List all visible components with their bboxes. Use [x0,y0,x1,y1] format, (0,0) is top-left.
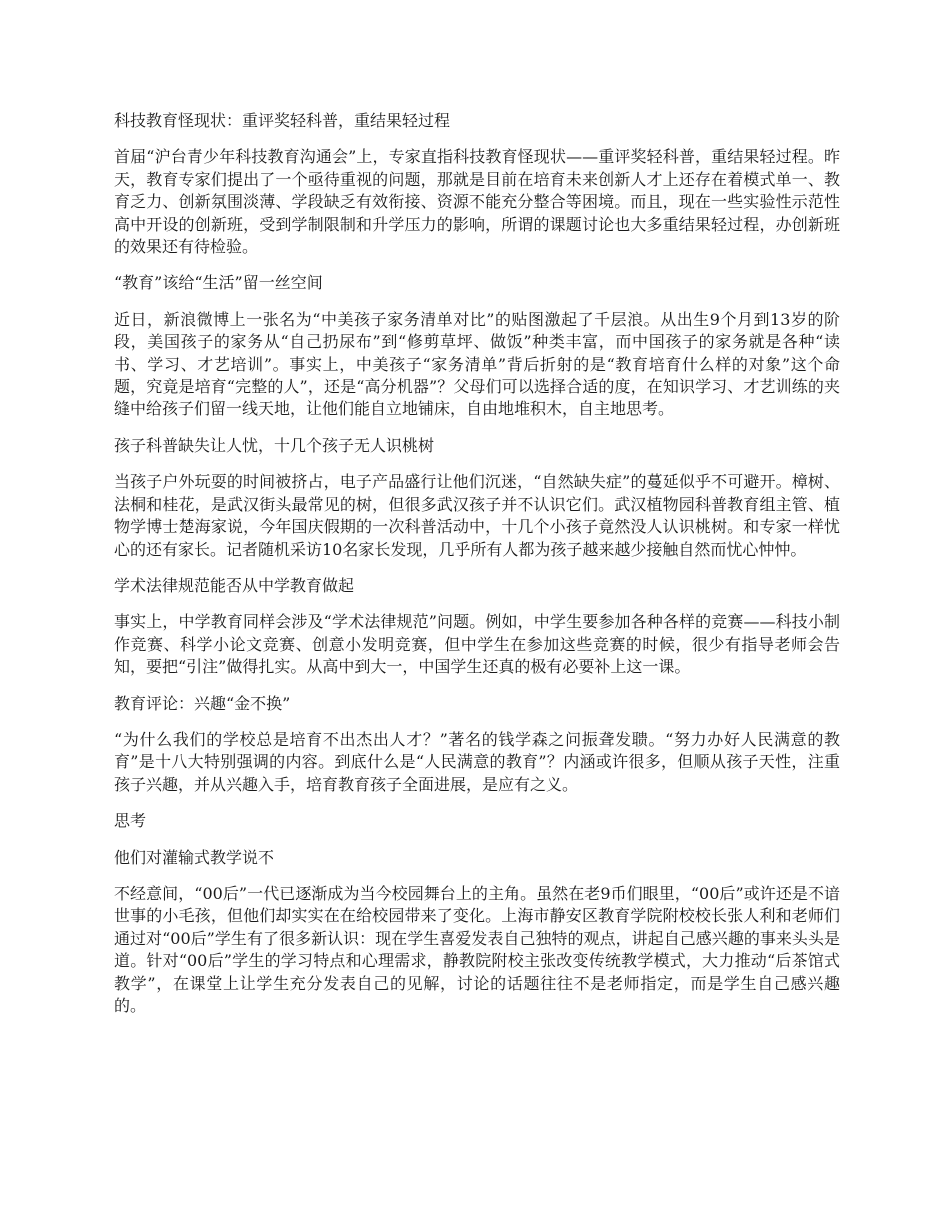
section-heading-science-popularization: 孩子科普缺失让人忧，十几个孩子无人识桃树 [114,435,435,455]
paragraph-education-life: 近日，新浪微博上一张名为“中美孩子家务清单对比”的贴图激起了千层浪。从出生9个月到13岁的阶段，美国孩子的家务从“自己扔尿布”到“修剪草坪、做饭”种类丰富，而中国孩子的家务就是各种“读书、学习、才艺培训”。事实上，中美孩子“家务清单”背后折射的是“教育培育什么样的对象”这个命题，究竟是培育“完整的人”，还是“高分机器”？父母们可以选择合适的度，在知识学习、才艺训练的夹缝中给孩子们留一线天地，让他们能自立地铺床，自由地堆积木，自主地思考。 [114,309,840,419]
section-heading-education-commentary: 教育评论：兴趣“金不换” [114,693,291,713]
paragraph-tech-education: 首届“沪台青少年科技教育沟通会”上，专家直指科技教育怪现状——重评奖轻科普，重结果轻过程。昨天，教育专家们提出了一个亟待重视的问题，那就是目前在培育未来创新人才上还存在着模式单一、教育乏力、创新氛围淡薄、学段缺乏有效衔接、资源不能充分整合等困境。而且，现在一些实验性示范性高中开设的创新班，受到学制限制和升学压力的影响，所谓的课题讨论也大多重结果轻过程，办创新班的效果还有待检验。 [114,147,840,257]
paragraph-science-popularization: 当孩子户外玩耍的时间被挤占，电子产品盛行让他们沉迷，“自然缺失症”的蔓延似乎不可避开。樟树、法桐和桂花，是武汉街头最常见的树，但很多武汉孩子并不认识它们。武汉植物园科普教育组主管、植物学博士楚海家说，今年国庆假期的一次科普活动中，十几个小孩子竟然没人认识桃树。和专家一样忧心的还有家长。记者随机采访10名家长发现，几乎所有人都为孩子越来越少接触自然而忧心忡忡。 [114,472,840,559]
document-page [114,110,840,1031]
section-heading-academic-norms: 学术法律规范能否从中学教育做起 [114,575,355,595]
section-heading-thinking: 思考 [114,811,147,831]
section-heading-no-cramming: 他们对灌输式教学说不 [114,847,275,867]
section-heading-education-life: “教育”该给“生活”留一丝空间 [114,273,323,293]
paragraph-no-cramming: 不经意间，“00后”一代已逐渐成为当今校园舞台上的主角。虽然在老9币们眼里，“00后”或许还是不谙世事的小毛孩，但他们却实实在在给校园带来了变化。上海市静安区教育学院附校校长张人利和老师们通过对“00后”学生有了很多新认识：现在学生喜爱发表自己独特的观点，讲起自己感兴趣的事来头头是道。针对“00后”学生的学习特点和心理需求，静教院附校主张改变传统教学模式，大力推动“后茶馆式教学”，在课堂上让学生充分发表自己的见解，讨论的话题往往不是老师指定，而是学生自己感兴趣的。 [114,883,840,1015]
paragraph-academic-norms: 事实上，中学教育同样会涉及“学术法律规范”问题。例如，中学生要参加各种各样的竞赛——科技小制作竞赛、科学小论文竞赛、创意小发明竞赛，但中学生在参加这些竞赛的时候，很少有指导老师会告知，要把“引注”做得扎实。从高中到大一，中国学生还真的极有必要补上这一课。 [114,612,840,677]
paragraph-education-commentary: “为什么我们的学校总是培育不出杰出人才？”著名的钱学森之问振聋发聩。“努力办好人民满意的教育”是十八大特别强调的内容。到底什么是“人民满意的教育”？内涵或许很多，但顺从孩子天性，注重孩子兴趣，并从兴趣入手，培育教育孩子全面进展，是应有之义。 [114,729,840,794]
section-heading-tech-education: 科技教育怪现状：重评奖轻科普，重结果轻过程 [114,111,451,130]
